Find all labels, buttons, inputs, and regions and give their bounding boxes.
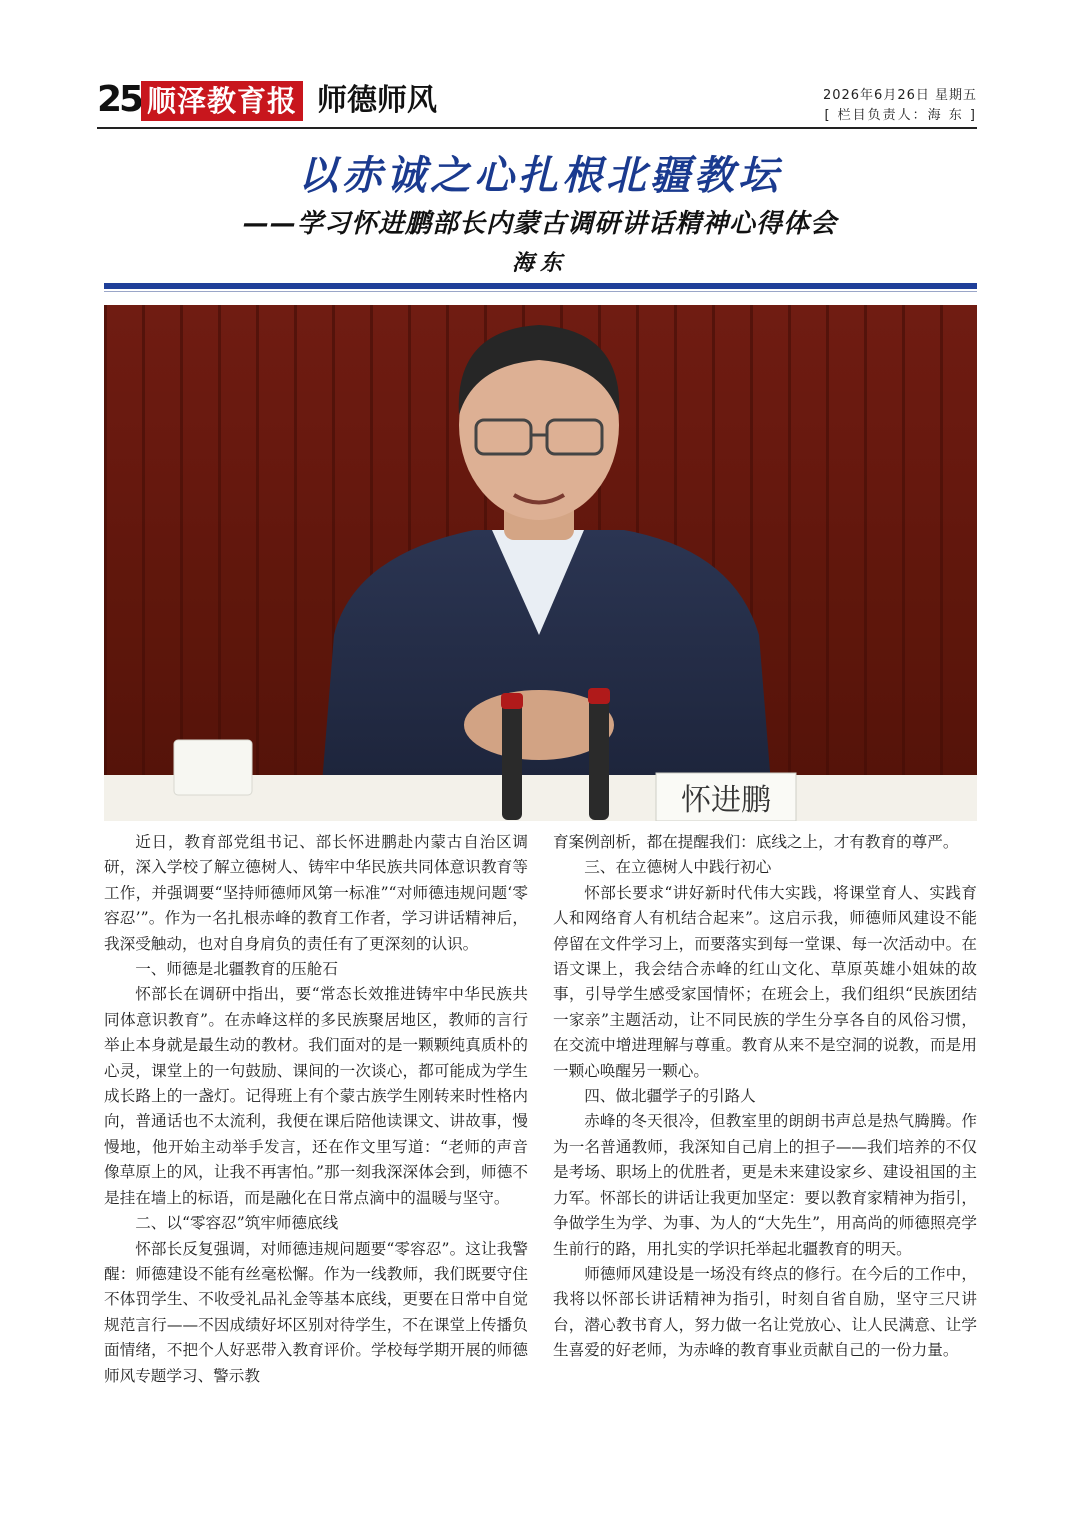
paragraph: 怀部长反复强调，对师德违规问题要“零容忍”。这让我警醒：师德建设不能有丝毫松懈。作为一线教师，我们既要守住不体罚学生、不收受礼品礼金等基本底线，更要在日常中自觉规范言行——不因成绩好坏区别对待学生，不在课堂上传播负面情绪，不把个人好恶带入教育评价。学校每学期开展的师德师风专题学习、警示教 [104, 1239, 528, 1385]
column-editor: [ 栏目负责人：海 东 ] [824, 108, 977, 123]
title-divider [104, 283, 977, 289]
newspaper-name-logo: 顺泽教育报 [141, 81, 303, 121]
paragraph: 赤峰的冬天很冷，但教室里的朗朗书声总是热气腾腾。作为一名普通教师，我深知自己肩上的担子——我们培养的不仅是考场、职场上的优胜者，更是未来建设家乡、建设祖国的主力军。怀部长的讲话让我更加坚定：要以教育家精神为指引，争做学生为学、为事、为人的“大先生”，用高尚的师德照亮学生前行的路，用扎实的学识托举起北疆教育的明天。 [553, 1112, 977, 1258]
header-divider [97, 127, 977, 129]
paragraph: 怀部长在调研中指出，要“常态长效推进铸牢中华民族共同体意识教育”。在赤峰这样的多民族聚居地区，教师的言行举止本身就是最生动的教材。我们面对的是一颗颗纯真质朴的心灵，课堂上的一句鼓励、课间的一次谈心，都可能成为学生成长路上的一盏灯。记得班上有个蒙古族学生刚转来时性格内向，普通话也不太流利，我便在课后陪他读课文、讲故事，慢慢地，他开始主动举手发言，还在作文里写道：“老师的声音像草原上的风，让我不再害怕。”那一刻我深深体会到，师德不是挂在墙上的标语，而是融化在日常点滴中的温暖与坚守。 [104, 985, 528, 1207]
article-column-right [553, 830, 977, 1364]
section-heading: 三、在立德树人中践行初心 [584, 858, 772, 877]
article-column-left [104, 830, 528, 1389]
section-heading: 四、做北疆学子的引路人 [584, 1087, 756, 1106]
paragraph: 师德师风建设是一场没有终点的修行。在今后的工作中，我将以怀部长讲话精神为指引，时刻自省自励，坚守三尺讲台，潜心教书育人，努力做一名让党放心、让人民满意、让学生喜爱的好老师，为赤峰的教育事业贡献自己的一份力量。 [553, 1264, 977, 1360]
section-heading: 二、以“零容忍”筑牢师德底线 [135, 1214, 339, 1233]
masthead [97, 78, 977, 126]
paragraph: 近日，教育部党组书记、部长怀进鹏赴内蒙古自治区调研，深入学校了解立德树人、铸牢中华民族共同体意识教育等工作，并强调要“坚持师德师风第一标准”“对师德违规问题‘零容忍’”。作为一名扎根赤峰的教育工作者，学习讲话精神后，我深受触动，也对自身肩负的责任有了更深刻的认识。 [104, 833, 528, 953]
section-title: 师德师风 [317, 83, 437, 118]
nameplate-text: 怀进鹏 [681, 783, 771, 818]
paragraph-continued: 育案例剖析，都在提醒我们：底线之上，才有教育的尊严。 [553, 833, 959, 851]
article-author: 海东 [511, 251, 568, 276]
section-heading: 一、师德是北疆教育的压舱石 [135, 960, 338, 979]
paragraph: 怀部长要求“讲好新时代伟大实践，将课堂育人、实践育人和网络育人有机结合起来”。这启示我，师德师风建设不能停留在文件学习上，而要落实到每一堂课、每一次活动中。在语文课上，我会结合赤峰的红山文化、草原英雄小姐妹的故事，引导学生感受家国情怀；在班会上，我们组织“民族团结一家亲”主题活动，让不同民族的学生分享各自的风俗习惯，在交流中增进理解与尊重。教育从来不是空洞的说教，而是用一颗心唤醒另一颗心。 [553, 883, 977, 1080]
title-divider-thin [104, 291, 977, 292]
page-number: 25 [97, 79, 142, 120]
article-photo [104, 305, 977, 821]
article-title: 以赤诚之心扎根北疆教坛 [298, 153, 782, 199]
issue-date: 2026年6月26日 星期五 [822, 88, 977, 103]
article-subtitle: ——学习怀进鹏部长内蒙古调研讲话精神心得体会 [242, 209, 837, 239]
